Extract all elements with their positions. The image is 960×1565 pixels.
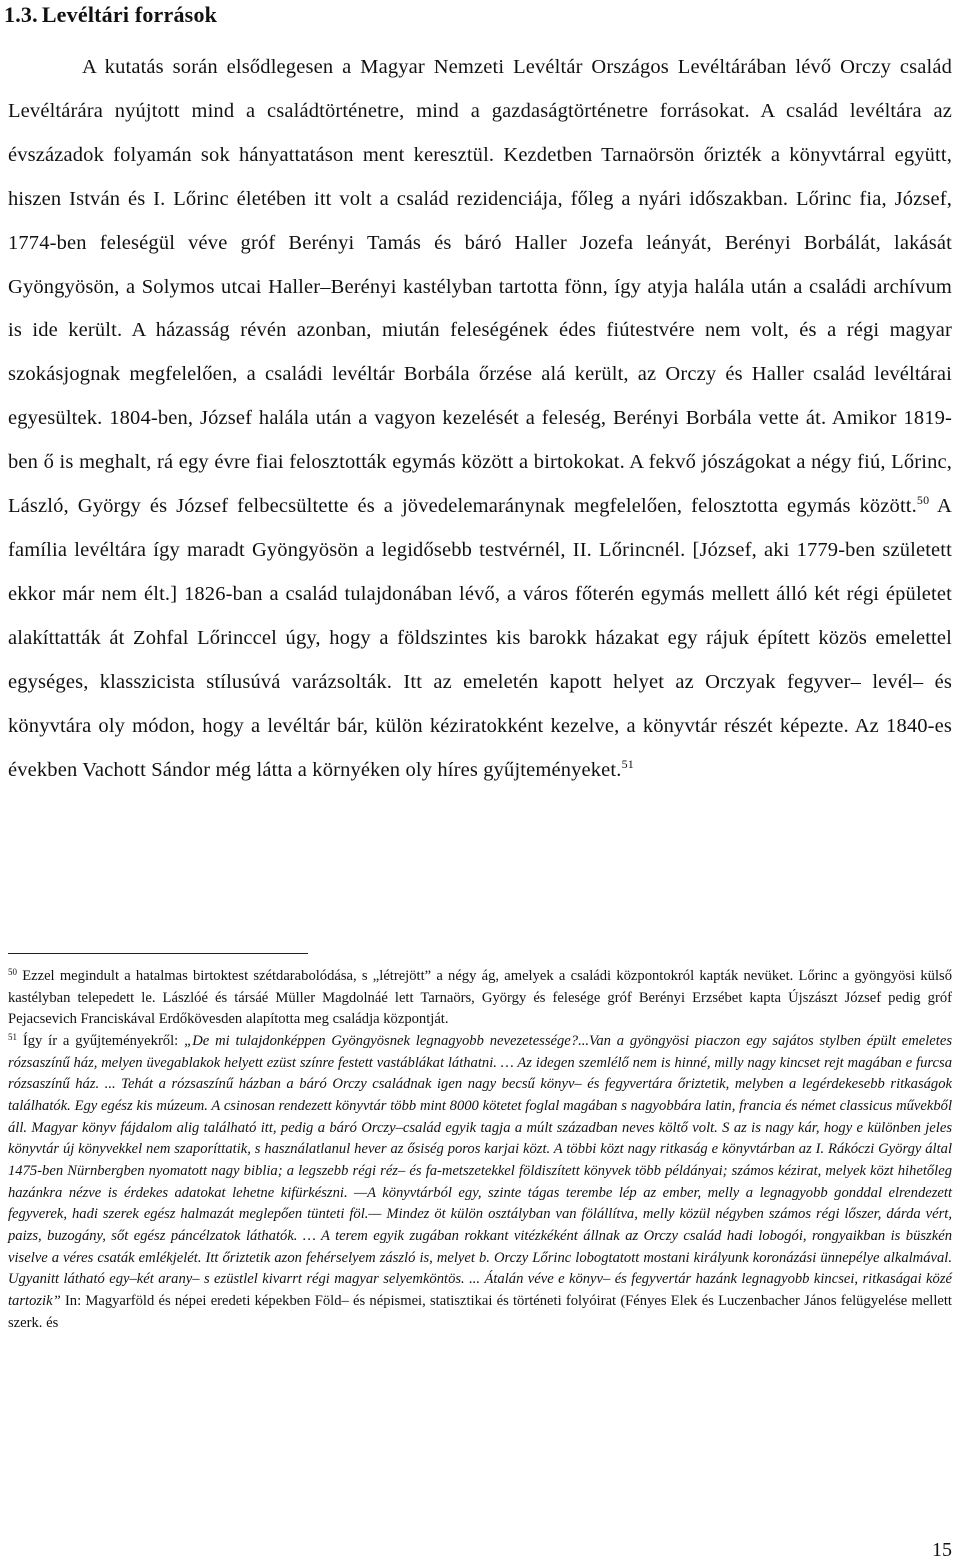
footnote-quote: „De mi tulajdonképpen Gyöngyösnek legnagyobb nevezetessége?...Van a gyöngyösi piaczon egy sajátos stylben épült emeletes rózsaszínű ház, melyen üvegablakok helyett ezüst színre festett vastáblákat láthatni. … Az idegen szemlélő nem is hinné, milly nagy kincset rejt magában e furcsa rózsaszínű ház. ... Tehát a rózsaszínű házban a báró Orczy családnak igen nagy becsű könyv– és fegyvertára őriztetik, melyben a legérdekesebb ritkaságok találhatók. Egy egész kis múzeum. A csinosan rendezett könyvtár több mint 8000 kötetet foglal magában s nagyobbára latin, francia és német classicus művekből áll. Magyar könyv fájdalom alig található itt, pedig a báró Orczy–család egyik tagja a múlt században neves költő volt. S az is nagy kár, hogy e különben jeles könyvtár új könyvekkel nem szaporíttatik, s használatlanul hever az ősiség poros karjai közt. A többi közt nagy ritkaság e könyvtárban az I. Rákóczi György által 1475-ben Nürnbergben nyomatott nagy biblia; a legszebb régi réz– és fa-metszetekkel földiszített könyvek több példányai; számos kézirat, melyek közt hihetőleg hazánkra nézve is érdekes adatokat lehetne kifürkészni. —A könyvtárból egy, szinte tágas terembe lép az ember, melly a legnagyobb gonddal elrendezett fegyverek, hadi szerek egész halmazát meglepően tünteti föl.— Mindez öt külön osztályban van föláll​ítva, melly közül négyben számos régi lőszer, dárda vért, paizs, buzogány, sőt egész páncélzatok láthatók. … A terem egyik zugában rokkant vitézkéként állnak az Orczy család hadi lobogói, rongyaikban is büszkén viselve a véres csaták emlékjelét. Itt őriztetik azon fehérselyem zászló is, melyet b. Orczy Lőrinc lobogtatott mostani királyunk koronázási ünnepélye alkalmával. Ugyanitt látható egy–két arany– s ezüstlel kivarrt régi magyar selyemköntös. ... Átalán véve e könyv– és fegyvertár hazánk legnagyobb kincsei, ritkaságai közé tartozik” bbox=[8, 1032, 952, 1309]
footnote-separator bbox=[8, 953, 308, 954]
page-number: 15 bbox=[932, 1539, 952, 1561]
footnote-text: Ezzel megindult a hatalmas birtoktest szétdarabolódása, s „létrejött” a négy ág, amelyek a családi központokról kapták nevüket. Lőrinc a gyöngyösi külső kastélyban telepedett le. Lászlóé és társáé Müller Magdolnáé lett Tarnaörs, György és felesége gróf Berényi Erzsébet kapta Újszászt József pedig gróf Pejacsevich Franciskával Erdőkövesden alapította meg családja központját. bbox=[8, 968, 952, 1028]
section-number: 1.3. bbox=[4, 2, 38, 27]
footnote-ref-50[interactable]: 50 bbox=[916, 493, 930, 508]
footnote-50 bbox=[8, 966, 952, 1031]
footnote-marker: 51 bbox=[8, 1031, 17, 1042]
footnote-source: In: Magyarföld és népei eredeti képekben Föld– és népismei, statisztikai és történeti folyóirat (Fényes Elek és Luczenbacher János felügyelése mellett szerk. és bbox=[8, 1292, 952, 1331]
body-text-part-1: A kutatás során elsődlegesen a Magyar Nemzeti Levéltár Országos Levéltárában lévő Orczy család Levéltárára nyújtott mind a családtörténetre, mind a gazdaságtörténetre forrásokat. A család levéltára az évszázadok folyamán sok hányattatáson ment keresztül. Kezdetben Tarnaörsön őrizték a könyvtárral együtt, hiszen István és I. Lőrinc életében itt volt a család rezidenciája, főleg a nyári időszakban. Lőrinc fia, József, 1774-ben feleségül véve gróf Berényi Tamás és báró Haller Jozefa leányát, Berényi Borbálát, lakását Gyöngyösön, a Solymos utcai Haller–Berényi kastélyban tartotta fönn, így atyja halála után a családi archívum is ide került. A házasság révén azonban, miután feleségének édes fiútestvére nem volt, és a régi magyar szokásjognak megfelelően, a családi levéltár Borbála őrzése alá került, az Orczy és Haller család levéltárai egyesültek. 1804-ben, József halála után a vagyon kezelését a feleség, Berényi Borbála vette át. Amikor 1819-ben ő is meghalt, rá egy évre fiai felosztották egymás között a birtokokat. A fekvő jószágokat a négy fiú, Lőrinc, László, György és József felbecsültette és a jövedelemaránynak megfelelően, felosztotta egymás között. bbox=[8, 56, 952, 518]
section-heading bbox=[4, 0, 217, 30]
footnotes bbox=[8, 966, 952, 1334]
footnote-intro: Így ír a gyűjteményekről: bbox=[17, 1032, 185, 1049]
footnote-51 bbox=[8, 1031, 952, 1334]
footnote-ref-51[interactable]: 51 bbox=[621, 756, 634, 771]
footnote-marker: 50 bbox=[8, 967, 17, 977]
section-title: Levéltári források bbox=[41, 2, 218, 27]
body-text-part-2: A família levéltára így maradt Gyöngyösön a legidősebb testvérnél, II. Lőrincnél. [József, aki 1779-ben született ekkor már nem élt.] 1826-ban a család tulajdonában lévő, a város főterén egymás mellett álló két régi épületet alakíttatták át Zohfal Lőrinccel úgy, hogy a földszintes kis barokk házakat egy rájuk épített közös emelettel egységes, klasszicista stílusúvá varázsolták. Itt az emeletén kapott helyet az Orczyak fegyver– levél– és könyvtára oly módon, hogy a levéltár bár, külön kéziratokként kezelve, a könyvtár részét képezte. Az 1840-es években Vachott Sándor még látta a környéken oly híres gyűjteményeket. bbox=[8, 495, 952, 781]
body-paragraph bbox=[8, 46, 952, 792]
